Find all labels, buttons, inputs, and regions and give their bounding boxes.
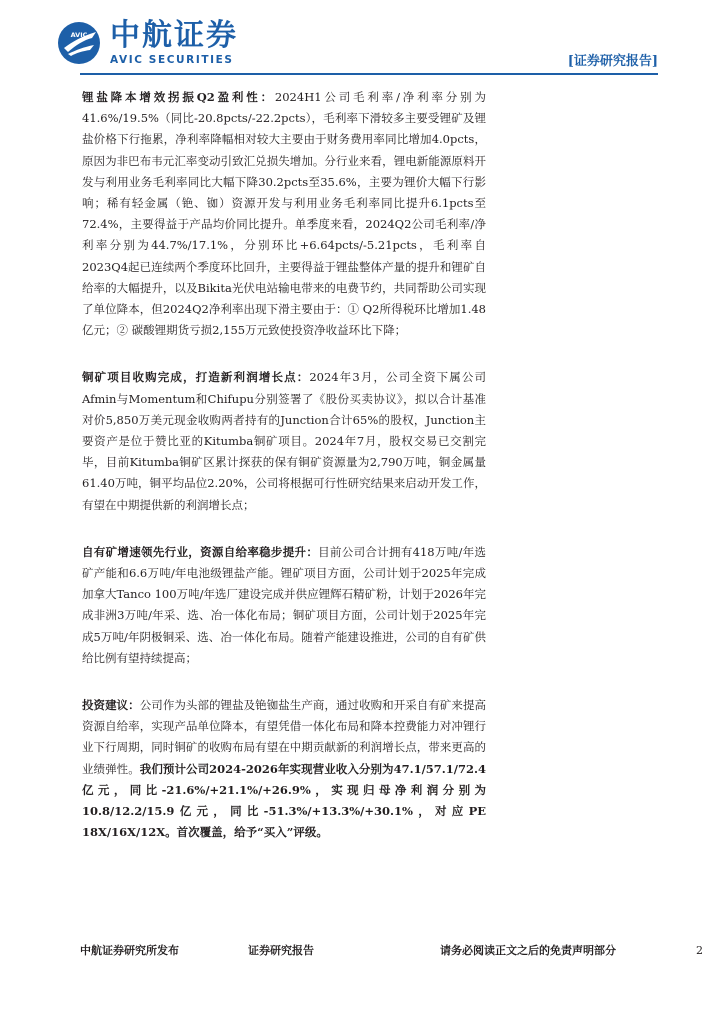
- footer-report-type: 证券研究报告: [248, 944, 314, 957]
- paragraph-text: 目前公司合计拥有418万吨/年选矿产能和6.6万吨/年电池级锂盐产能。锂矿项目方面，公司计划于2025年完成加拿大Tanco 100万吨/年选厂建设完成并供应锂辉石精矿粉，计划于2026年完成非洲3万吨/年采、选、冶一体化布局；铜矿项目方面，公司计划于2025年完成5万吨/年阴极铜采、选、冶一体化布局。随着产能建设推进，公司的自有矿供给比例有望持续提高；: [82, 544, 487, 665]
- page-footer: [80, 942, 658, 956]
- paragraph-investment-advice: [82, 695, 486, 843]
- paragraph-text: 公司作为头部的锂盐及铯铷盐生产商，通过收购和开采自有矿来提高资源自给率，实现产品单位降本，有望凭借一体化布局和降本控费能力对冲锂行业下行周期，同时铜矿的收购布局有望在中期贡献新的利润增长点，带来更高的业绩弹性。: [82, 698, 487, 776]
- logo-chinese-name: 中航证券: [110, 18, 238, 53]
- paragraph-heading: 自有矿增速领先行业，资源自给率稳步提升：: [82, 544, 319, 559]
- paragraph-heading: 投资建议：: [82, 698, 140, 713]
- avic-logo-icon: [56, 20, 102, 66]
- logo-english-name: AVIC SECURITIES: [110, 54, 234, 66]
- paragraph-copper-acquisition: [82, 367, 486, 515]
- paragraph-heading: 锂盐降本增效拐振Q2盈利性：: [82, 90, 275, 104]
- paragraph-lithium-profitability: [82, 87, 486, 341]
- report-type-tag: [证券研究报告]: [567, 54, 658, 69]
- report-body: [82, 87, 486, 870]
- paragraph-heading: 铜矿项目收购完成，打造新利润增长点：: [82, 370, 310, 385]
- header-divider: [80, 73, 658, 75]
- forecast-highlight: 我们预计公司2024-2026年实现营业收入分别为47.1/57.1/72.4亿元，同比-21.6%/+21.1%/+26.9%，实现归母净利润分别为10.8/12.2/15.9亿元，同比-51.3%/+13.3%/+30.1%，对应PE 18X/16X/12X。首次覆盖，给予“买入”评级。: [82, 761, 486, 840]
- footer-publisher: 中航证券研究所发布: [80, 944, 179, 957]
- logo-badge-text: AVIC: [70, 31, 88, 39]
- paragraph-text: 2024年3月，公司全资下属公司Afmin与Momentum和Chifupu分别签署了《股份买卖协议》，拟以合计基准对价5,850万美元现金收购两者持有的Junction合计65%的股权，Junction主要资产是位于赞比亚的Kitumba铜矿项目。2024年7月，股权交易已交割完毕，目前Kitumba铜矿区累计探获的保有铜矿资源量为2,790万吨，铜金属量61.40万吨，铜平均品位2.20%，公司将根据可行性研究结果来启动开发工作，有望在中期提供新的利润增长点；: [82, 370, 486, 512]
- paragraph-text: 2024H1公司毛利率/净利率分别为41.6%/19.5%（同比-20.8pcts/-22.2pcts），毛利率下滑较多主要受锂矿及锂盐价格下行拖累，净利率降幅相对较大主要由于财务费用率同比增加4.0pcts，原因为非巴布韦元汇率变动引致汇兑损失增加。分行业来看，锂电新能源原料开发与利用业务毛利率同比大幅下降30.2pcts至35.6%，主要为锂价大幅下行影响；稀有轻金属（铯、铷）资源开发与利用业务毛利率同比提升6.1pcts至72.4%，主要得益于产品均价同比提升。单季度来看，2024Q2公司毛利率/净利率分别为44.7%/17.1%，分别环比+6.64pcts/-5.21pcts，毛利率自2023Q4起已连续两个季度环比回升，主要得益于锂盐整体产量的提升和锂矿自给率的大幅提升，以及Bikita光伏电站输电带来的电费节约，共同帮助公司实现了单位降本，但2024Q2净利率出现下滑主要由于：① Q2所得税环比增加1.48亿元；② 碳酸锂期货亏损2,155万元致使投资净收益环比下降；: [82, 90, 486, 338]
- page-header: [0, 0, 724, 82]
- page-number: 2: [696, 944, 703, 957]
- footer-disclaimer-note: 请务必阅读正文之后的免责声明部分: [440, 944, 616, 957]
- paragraph-self-owned-mines: [82, 542, 486, 669]
